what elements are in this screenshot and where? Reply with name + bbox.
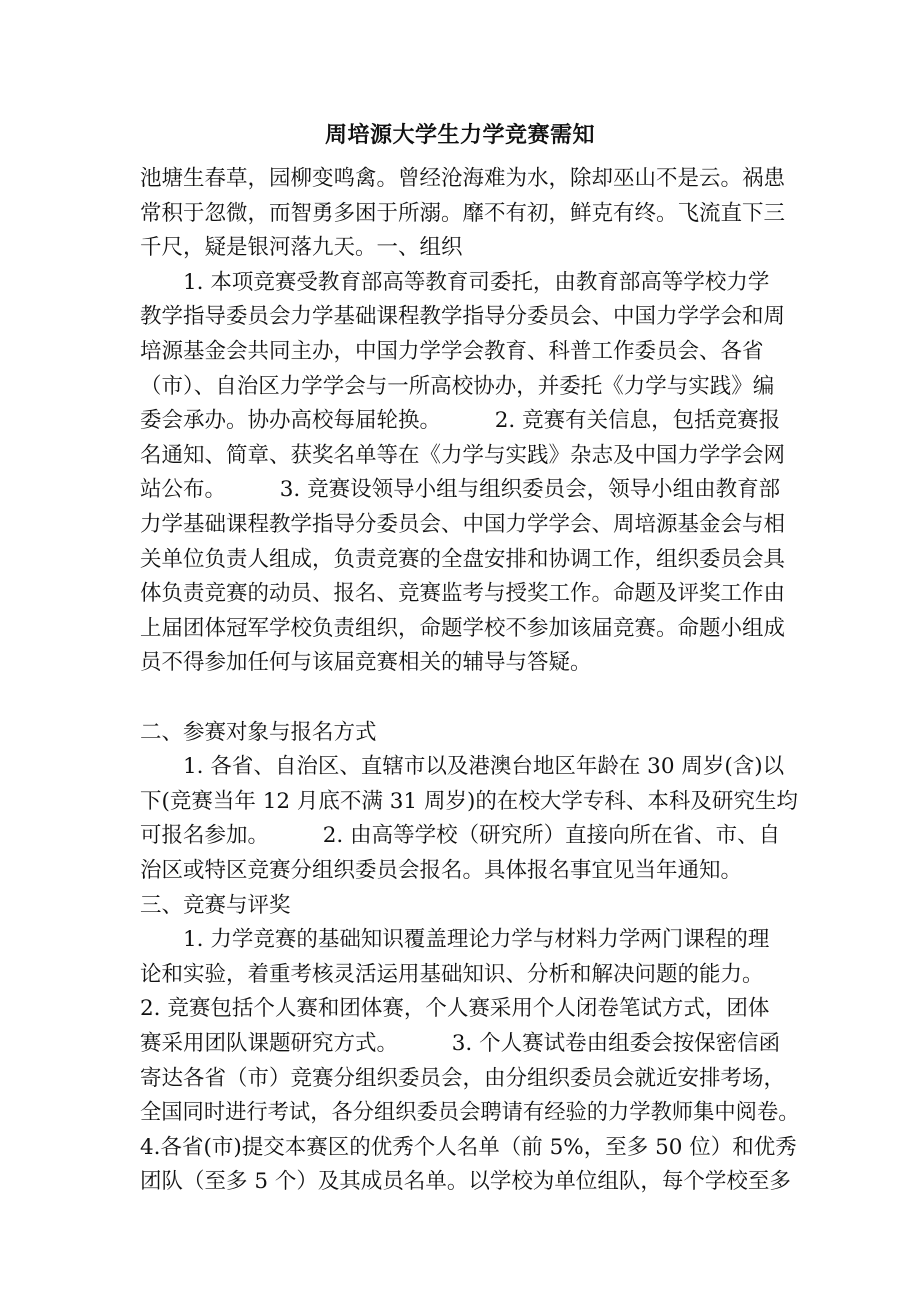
body-line: 团队（至多 5 个）及其成员名单。以学校为单位组队，每个学校至多 [140,1169,791,1195]
body-line: 寄达各省（市）竞赛分组织委员会，由分组织委员会就近安排考场， [140,1065,786,1091]
body-line: 培源基金会共同主办，中国力学学会教育、科普工作委员会、各省 [140,339,764,364]
body-line: 下(竞赛当年 12 月底不满 31 周岁)的在校大学专科、本科及研究生均 [140,788,798,814]
body-line: 1. 本项竞赛受教育部高等教育司委托，由教育部高等学校力学 [140,269,770,295]
body-line: 1. 各省、自治区、直辖市以及港澳台地区年龄在 30 周岁(含)以 [140,754,785,780]
body-line: 1. 力学竞赛的基础知识覆盖理论力学与材料力学两门课程的理 [140,927,770,953]
body-line: 治区或特区竞赛分组织委员会报名。具体报名事宜见当年通知。 [140,858,743,883]
body-line: 力学基础课程教学指导分委员会、中国力学学会、周培源基金会与相 [140,512,786,537]
body-line: 三、竞赛与评奖 [140,892,291,918]
body-line: 4.各省(市)提交本赛区的优秀个人名单（前 5%，至多 50 位）和优秀 [140,1134,797,1160]
body-line: 全国同时进行考试，各分组织委员会聘请有经验的力学教师集中阅卷。 [140,1100,800,1126]
body-line: 2. 竞赛包括个人赛和团体赛，个人赛采用个人闭卷笔试方式，团体 [140,996,770,1022]
body-line: 员不得参加任何与该届竞赛相关的辅导与答疑。 [140,650,592,676]
body-line: 二、参赛对象与报名方式 [140,719,377,745]
body-line: 千尺，疑是银河落九天。一、组织 [140,235,463,261]
body-line: 可报名参加。 2. 由高等学校（研究所）直接向所在省、市、自 [140,823,781,849]
body-line: （市）、自治区力学学会与一所高校协办，并委托《力学与实践》编 [140,373,775,399]
body-line: 关单位负责人组成，负责竞赛的全盘安排和协调工作，组织委员会具 [140,546,786,572]
body-line: 名通知、简章、获奖名单等在《力学与实践》杂志及中国力学学会网 [140,442,786,468]
document-title: 周培源大学生力学竞赛需知 [324,122,595,148]
body-line: 赛采用团队课题研究方式。 3. 个人赛试卷由组委会按保密信函 [140,1031,781,1056]
body-line: 池塘生春草，园柳变鸣禽。曾经沧海难为水，除却巫山不是云。祸患 [140,166,786,191]
body-line: 论和实验，着重考核灵活运用基础知识、分析和解决问题的能力。 [140,961,764,987]
body-line: 上届团体冠军学校负责组织，命题学校不参加该届竞赛。命题小组成 [140,615,786,641]
body-line: 教学指导委员会力学基础课程教学指导分委员会、中国力学学会和周 [140,304,786,330]
body-line: 委会承办。协办高校每届轮换。 2. 竞赛有关信息，包括竞赛报 [140,408,781,434]
body-line: 常积于忽微，而智勇多困于所溺。靡不有初，鲜克有终。飞流直下三 [140,200,786,226]
body-line: 体负责竞赛的动员、报名、竞赛监考与授奖工作。命题及评奖工作由 [140,581,786,607]
body-line: 站公布。 3. 竞赛设领导小组与组织委员会，领导小组由教育部 [140,477,781,503]
